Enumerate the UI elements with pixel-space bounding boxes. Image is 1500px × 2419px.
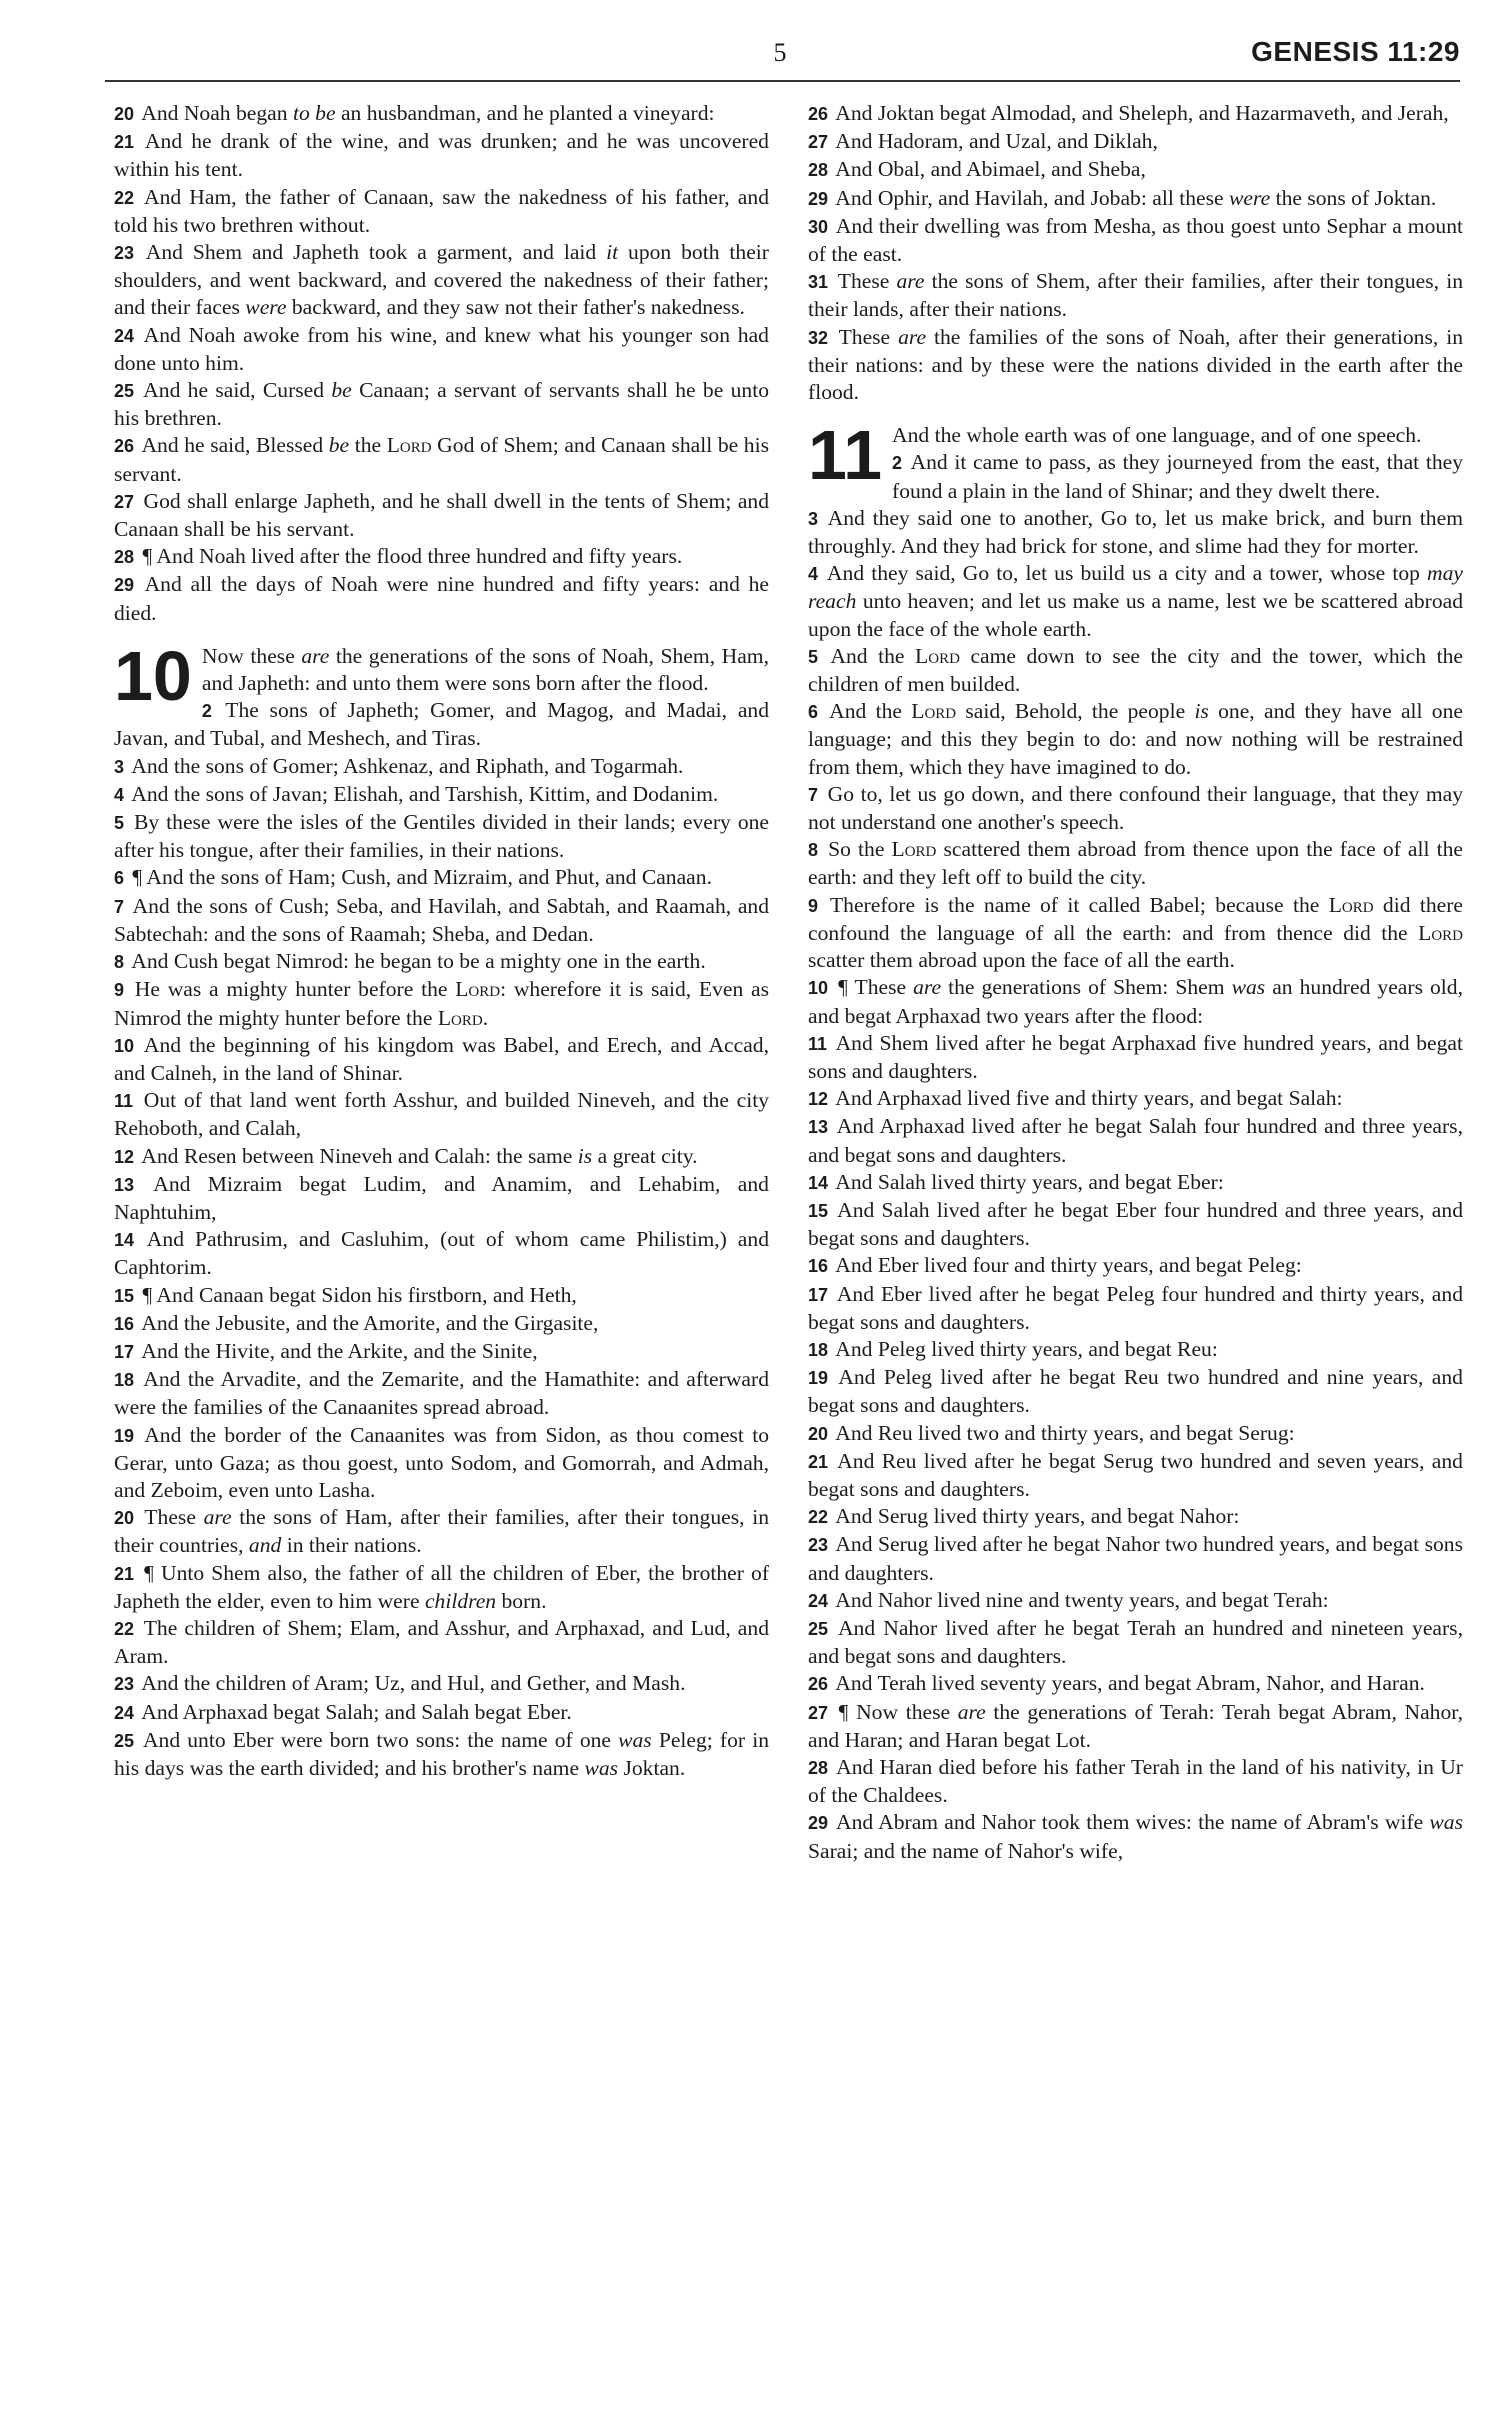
verse-text: And Arphaxad begat Salah; and Salah begat Eber. — [141, 1699, 572, 1724]
verse-text: Out of that land went forth Asshur, and builded Nineveh, and the city Rehoboth, and Calah, — [114, 1088, 769, 1141]
verse-number: 6 — [808, 702, 819, 723]
page-number: 5 — [773, 38, 787, 67]
verse-number: 8 — [808, 840, 819, 861]
verse-text: And Haran died before his father Terah in the land of his nativity, in Ur of the Chaldees. — [808, 1754, 1463, 1808]
verse-text: And Serug lived after he begat Nahor two hundred years, and begat sons and daughters. — [808, 1532, 1463, 1585]
verse-number: 2 — [201, 701, 212, 722]
verse-number: 21 — [808, 1451, 829, 1472]
verse-number: 18 — [114, 1370, 135, 1391]
verse — [114, 976, 769, 1031]
verse-number: 19 — [114, 1425, 135, 1446]
verse-number: 9 — [114, 980, 125, 1001]
verse — [114, 1366, 769, 1421]
verse — [808, 100, 1463, 128]
verse-number: 22 — [114, 187, 135, 208]
verse — [808, 213, 1463, 268]
verse-number: 5 — [114, 813, 125, 834]
verse-text: And Resen between Nineveh and Calah: the same is a great city. — [141, 1143, 698, 1168]
verse-number: 3 — [808, 508, 819, 529]
verse-number: 16 — [114, 1313, 135, 1334]
verse-text: And the children of Aram; Uz, and Hul, and Gether, and Mash. — [141, 1671, 686, 1696]
verse-text: And Ophir, and Havilah, and Jobab: all these were the sons of Joktan. — [835, 185, 1437, 210]
verse — [114, 809, 769, 864]
verse-text: He was a mighty hunter before the Lord: wherefore it is said, Even as Nimrod the mighty hunter before the Lord. — [114, 977, 769, 1030]
verse-text: And Arphaxad lived after he begat Salah four hundred and three years, and begat sons and daughters. — [808, 1114, 1463, 1167]
verse-text: And Reu lived two and thirty years, and begat Serug: — [835, 1420, 1295, 1445]
verse-text: These are the families of the sons of Noah, after their generations, in their nations: and by these were the nations divided in the earth after the flood. — [808, 324, 1463, 405]
verse-text: And all the days of Noah were nine hundred and fifty years: and he died. — [114, 572, 769, 625]
verse-text: And Terah lived seventy years, and begat Abram, Nahor, and Haran. — [835, 1671, 1425, 1696]
verse-number: 11 — [114, 1091, 134, 1112]
verse — [114, 1699, 769, 1727]
verse-number: 24 — [114, 325, 135, 346]
verse-number: 29 — [114, 575, 135, 596]
verse-number: 23 — [114, 1674, 135, 1695]
verse-text: And the Jebusite, and the Amorite, and the Girgasite, — [141, 1310, 599, 1335]
verse-text: Go to, let us go down, and there confound their language, that they may not understand one another's speech. — [808, 781, 1463, 835]
verse-number: 15 — [114, 1285, 135, 1306]
verse-number: 2 — [892, 453, 903, 474]
verse — [114, 781, 769, 809]
verse — [114, 1727, 769, 1782]
verse — [114, 948, 769, 976]
verse-text: The children of Shem; Elam, and Asshur, and Arphaxad, and Lud, and Aram. — [114, 1615, 769, 1669]
verse — [114, 488, 769, 543]
verse — [114, 543, 769, 571]
verse — [808, 1809, 1463, 1864]
verses-chapter-10 — [114, 697, 769, 1782]
verse — [808, 1030, 1463, 1085]
verse-text: And the whole earth was of one language, and of one speech. — [892, 423, 1422, 448]
verse-text: And Pathrusim, and Casluhim, (out of whom came Philistim,) and Caphtorim. — [114, 1227, 769, 1280]
verse-text: And Salah lived after he begat Eber four hundred and three years, and begat sons and daughters. — [808, 1197, 1463, 1251]
verse — [808, 560, 1463, 643]
verse — [808, 1252, 1463, 1280]
verse-text: These are the sons of Ham, after their families, after their tongues, in their countries, and in their nations. — [114, 1505, 769, 1558]
verse — [808, 1754, 1463, 1809]
verse — [114, 1171, 769, 1226]
verse — [808, 698, 1463, 781]
verse-number: 3 — [114, 756, 125, 777]
verse-number: 21 — [114, 1563, 135, 1584]
verse-number: 26 — [114, 436, 135, 457]
verse-number: 12 — [114, 1146, 135, 1167]
verse — [808, 643, 1463, 698]
verse-text: ¶ And the sons of Ham; Cush, and Mizraim, and Phut, and Canaan. — [132, 865, 712, 890]
verse — [808, 836, 1463, 891]
verse-number: 8 — [114, 952, 125, 973]
verse — [114, 571, 769, 626]
verse — [114, 1282, 769, 1310]
chapter-number: 11 — [808, 416, 882, 495]
verse — [114, 893, 769, 948]
verse-text: And Salah lived thirty years, and begat Eber: — [835, 1169, 1224, 1194]
verse-text: And Noah awoke from his wine, and knew what his younger son had done unto him. — [114, 322, 769, 375]
verse — [114, 184, 769, 239]
running-head: GENESIS 11:29 — [1251, 36, 1460, 67]
right-column — [808, 100, 1463, 1865]
verse-text: And the border of the Canaanites was from Sidon, as thou comest to Gerar, unto Gaza; as thou goest, unto Sodom, and Gomorrah, and Admah, and Zeboim, even unto Lasha. — [114, 1422, 769, 1502]
verse-text: And unto Eber were born two sons: the name of one was Peleg; for in his days was the earth divided; and his brother's name was Joktan. — [114, 1727, 769, 1780]
verse-text: And the Arvadite, and the Zemarite, and the Hamathite: and afterward were the families of the Canaanites spread abroad. — [114, 1367, 769, 1420]
verse-text: By these were the isles of the Gentiles divided in their lands; every one after his tongue, after their families, in their nations. — [114, 810, 769, 863]
verse — [808, 128, 1463, 156]
header-rule — [105, 80, 1460, 82]
verse-text: And Mizraim begat Ludim, and Anamim, and Lehabim, and Naphtuhim, — [114, 1171, 769, 1224]
verse-text: And Hadoram, and Uzal, and Diklah, — [835, 129, 1158, 154]
verse-text: And Obal, and Abimael, and Sheba, — [835, 157, 1146, 182]
verse-text: The sons of Japheth; Gomer, and Magog, and Madai, and Javan, and Tubal, and Meshech, and Tiras. — [114, 698, 769, 751]
verse-number: 17 — [808, 1284, 829, 1305]
verse-text: And their dwelling was from Mesha, as thou goest unto Sephar a mount of the east. — [808, 213, 1463, 267]
verse-number: 27 — [114, 491, 135, 512]
verse-number: 18 — [808, 1339, 829, 1360]
verse-text: And Arphaxad lived five and thirty years, and begat Salah: — [835, 1086, 1343, 1111]
verse-text: And it came to pass, as they journeyed from the east, that they found a plain in the land of Shinar; and they dwelt there. — [892, 450, 1463, 503]
verse-number: 7 — [114, 896, 125, 917]
verse — [114, 753, 769, 781]
verse-number: 14 — [808, 1172, 829, 1193]
verse-text: And he said, Blessed be the Lord God of Shem; and Canaan shall be his servant. — [114, 433, 769, 486]
verse-text: And Nahor lived after he begat Terah an hundred and nineteen years, and begat sons and daughters. — [808, 1615, 1463, 1669]
verse — [808, 1197, 1463, 1252]
verse-text: Now these are the generations of the sons of Noah, Shem, Ham, and Japheth: and unto them were sons born after the flood. — [201, 643, 770, 696]
verse-number: 22 — [114, 1618, 135, 1639]
verse-text: And he drank of the wine, and was drunken; and he was uncovered within his tent. — [114, 129, 769, 182]
left-column — [114, 100, 769, 1782]
verse — [808, 1113, 1463, 1168]
verse-text: And Cush begat Nimrod: he began to be a mighty one in the earth. — [131, 949, 706, 974]
verse-number: 26 — [808, 104, 829, 124]
verse-number: 25 — [114, 1730, 135, 1751]
verse — [808, 156, 1463, 184]
verse-number: 24 — [808, 1590, 829, 1611]
verse-text: And Abram and Nahor took them wives: the name of Abram's wife was Sarai; and the name of Nahor's wife, — [808, 1810, 1463, 1863]
verse-text: And Shem and Japheth took a garment, and laid it upon both their shoulders, and went backward, and covered the nakedness of their father; and their faces were backward, and they saw not their father's nakedness. — [114, 240, 769, 320]
verse-text: And Peleg lived after he begat Reu two hundred and nine years, and begat sons and daughters. — [808, 1365, 1463, 1418]
verse — [114, 864, 769, 892]
verse — [114, 1670, 769, 1698]
verse-number: 9 — [808, 895, 819, 916]
verse-number: 28 — [808, 160, 829, 181]
verse-number: 10 — [114, 1035, 135, 1056]
verse-number: 21 — [114, 132, 135, 153]
verse — [114, 697, 769, 752]
verse-number: 27 — [808, 132, 829, 153]
verse-number: 28 — [114, 547, 135, 568]
verse-text: And Ham, the father of Canaan, saw the nakedness of his father, and told his two brethren without. — [114, 184, 769, 237]
verse — [808, 1085, 1463, 1113]
verse-text: And the sons of Javan; Elishah, and Tarshish, Kittim, and Dodanim. — [131, 781, 719, 806]
verse — [114, 239, 769, 322]
verse-text: These are the sons of Shem, after their families, after their tongues, in their lands, after their nations. — [808, 269, 1463, 322]
verse-text: And Nahor lived nine and twenty years, and begat Terah: — [835, 1587, 1329, 1612]
verse — [808, 1448, 1463, 1503]
verse — [114, 1504, 769, 1559]
verse — [808, 185, 1463, 213]
verse — [114, 1422, 769, 1505]
verses-chapter-11 — [808, 449, 1463, 1864]
verse-number: 25 — [808, 1618, 829, 1639]
verse — [114, 1310, 769, 1338]
verse-text: So the Lord scattered them abroad from thence upon the face of all the earth: and they left off to build the city. — [808, 837, 1463, 890]
chapter-10-opening — [114, 636, 770, 715]
verse-number: 20 — [114, 1508, 135, 1529]
verse — [114, 128, 769, 183]
verse — [808, 892, 1463, 975]
verse-text: God shall enlarge Japheth, and he shall dwell in the tents of Shem; and Canaan shall be his servant. — [114, 488, 769, 542]
verse-text: And the Lord came down to see the city and the tower, which the children of men builded. — [808, 643, 1463, 697]
verse-number: 6 — [114, 868, 125, 889]
verse-number: 19 — [808, 1368, 829, 1389]
verse-text: And Eber lived after he begat Peleg four hundred and thirty years, and begat sons and daughters. — [808, 1281, 1463, 1334]
verse-number: 14 — [114, 1230, 135, 1251]
verse-number: 4 — [114, 784, 125, 805]
verse — [114, 1338, 769, 1366]
verse-number: 15 — [808, 1200, 829, 1221]
verse-text: And Joktan begat Almodad, and Sheleph, and Hazarmaveth, and Jerah, — [835, 101, 1449, 125]
verse — [114, 1087, 769, 1142]
verses-chapter-10-continued — [808, 100, 1463, 406]
verse — [808, 1587, 1463, 1615]
verse-text: And Peleg lived thirty years, and begat Reu: — [835, 1336, 1218, 1361]
verse — [808, 1670, 1463, 1698]
verse — [808, 974, 1463, 1029]
verse — [808, 781, 1463, 836]
verse-number: 17 — [114, 1341, 135, 1362]
verse-text: And he said, Cursed be Canaan; a servant of servants shall he be unto his brethren. — [114, 378, 769, 431]
verse — [808, 1169, 1463, 1197]
verse — [114, 1560, 769, 1615]
verse-text: And Serug lived thirty years, and begat Nahor: — [835, 1504, 1240, 1529]
verse-text: And the sons of Gomer; Ashkenaz, and Riphath, and Togarmah. — [131, 753, 684, 778]
verse-number: 29 — [808, 1813, 829, 1834]
verse-number: 29 — [808, 188, 829, 209]
verse — [808, 268, 1463, 323]
verse — [808, 449, 1463, 504]
chapter-number: 10 — [114, 636, 192, 715]
verse-number: 13 — [808, 1117, 829, 1138]
verse-text: ¶ And Noah lived after the flood three hundred and fifty years. — [142, 544, 683, 569]
verse — [808, 1336, 1463, 1364]
verse — [808, 1420, 1463, 1448]
verse — [808, 324, 1463, 407]
page-header — [0, 0, 1500, 70]
verse-text: ¶ Unto Shem also, the father of all the children of Eber, the brother of Japheth the elder, even to him were children born. — [114, 1560, 770, 1613]
verse-number: 12 — [808, 1089, 829, 1110]
verse-number: 10 — [808, 978, 829, 999]
verse-number: 23 — [808, 1535, 829, 1556]
verse-number: 23 — [114, 243, 135, 264]
verse-text: And Reu lived after he begat Serug two hundred and seven years, and begat sons and daughters. — [808, 1448, 1463, 1501]
verse — [114, 377, 769, 432]
verse-number: 11 — [808, 1033, 828, 1054]
verse-text: And the Hivite, and the Arkite, and the Sinite, — [141, 1338, 538, 1363]
verse — [114, 100, 769, 128]
verse-number: 16 — [808, 1256, 829, 1277]
verse — [808, 1503, 1463, 1531]
verse — [114, 432, 769, 487]
verse — [114, 1032, 769, 1087]
verse-number: 31 — [808, 272, 829, 293]
verse-text: ¶ These are the generations of Shem: Shem was an hundred years old, and begat Arphaxad two years after the flood: — [808, 975, 1463, 1028]
verse — [114, 1226, 769, 1281]
verse-number: 30 — [808, 216, 829, 237]
verse-text: And they said, Go to, let us build us a city and a tower, whose top may reach unto heaven; and let us make us a name, lest we be scattered abroad upon the face of the whole earth. — [808, 561, 1463, 641]
verse-number: 20 — [808, 1423, 829, 1444]
verse-text: ¶ And Canaan begat Sidon his firstborn, and Heth, — [142, 1282, 577, 1307]
verse-number: 7 — [808, 784, 819, 805]
verse-text: And the beginning of his kingdom was Babel, and Erech, and Accad, and Calneh, in the land of Shinar. — [114, 1032, 769, 1085]
verse-number: 27 — [808, 1702, 829, 1723]
verse-number: 13 — [114, 1174, 135, 1195]
verse — [114, 1615, 769, 1670]
verse-text: And Noah began to be an husbandman, and he planted a vineyard: — [141, 101, 715, 125]
verse-number: 5 — [808, 646, 819, 667]
verse-text: And the sons of Cush; Seba, and Havilah, and Sabtah, and Raamah, and Sabtechah: and the sons of Raamah; Sheba, and Dedan. — [114, 893, 769, 946]
verse-text: And they said one to another, Go to, let us make brick, and burn them throughly. And they had brick for stone, and slime had they for morter. — [808, 505, 1463, 559]
verse — [114, 322, 769, 377]
verse-number: 22 — [808, 1507, 829, 1528]
verse-text: And Eber lived four and thirty years, and begat Peleg: — [835, 1253, 1302, 1278]
verse-text: And the Lord said, Behold, the people is one, and they have all one language; and this they begin to do: and now nothing will be restrained from them, which they have imagined to do. — [808, 699, 1463, 779]
verse-text: And Shem lived after he begat Arphaxad five hundred years, and begat sons and daughters. — [808, 1030, 1463, 1083]
verse-number: 28 — [808, 1757, 829, 1778]
verse-number: 26 — [808, 1674, 829, 1695]
verse — [114, 1143, 769, 1171]
verse — [808, 505, 1463, 560]
verse-number: 4 — [808, 564, 819, 585]
verse — [808, 1281, 1463, 1336]
verse — [808, 1364, 1463, 1419]
verse-text: ¶ Now these are the generations of Terah: Terah begat Abram, Nahor, and Haran; and Haran begat Lot. — [808, 1699, 1463, 1752]
verse-number: 24 — [114, 1702, 135, 1723]
verses-chapter-9 — [114, 100, 769, 627]
verse-text: Therefore is the name of it called Babel; because the Lord did there confound the language of all the earth: and from thence did the Lord scatter them abroad upon the face of all the earth. — [808, 892, 1463, 973]
verse-number: 25 — [114, 381, 135, 402]
verse — [808, 1615, 1463, 1670]
verse-number: 32 — [808, 327, 829, 348]
verse-number: 20 — [114, 104, 135, 124]
verse — [808, 1531, 1463, 1586]
verse — [808, 1699, 1463, 1754]
